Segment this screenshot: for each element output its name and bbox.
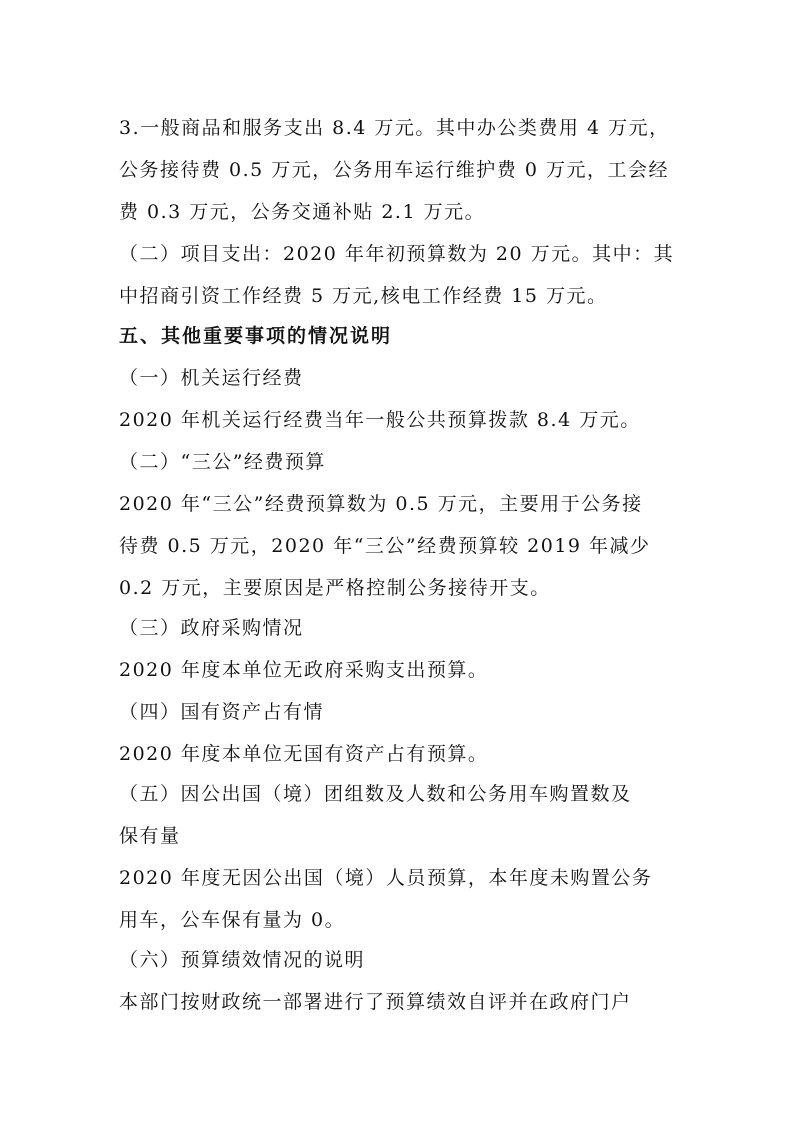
subsection-heading: （三）政府采购情况: [119, 617, 304, 639]
subsection-heading: （二）“三公”经费预算: [119, 451, 326, 473]
body-text-line: 中招商引资工作经费 5 万元,核电工作经费 15 万元。: [119, 285, 608, 307]
subsection-heading: （一）机关运行经费: [119, 367, 304, 389]
subsection-heading: （六）预算绩效情况的说明: [119, 949, 366, 971]
body-text-line: 待费 0.5 万元，2020 年“三公”经费预算较 2019 年减少: [119, 535, 651, 557]
body-text-line: 0.2 万元，主要原因是严格控制公务接待开支。: [119, 577, 551, 599]
body-text-line: 2020 年度本单位无国有资产占有预算。: [119, 743, 489, 765]
body-text-line: 用车，公车保有量为 0。: [119, 909, 346, 931]
body-text-line: 2020 年度无因公出国（境）人员预算，本年度未购置公务: [119, 867, 653, 889]
subsection-heading: （五）因公出国（境）团组数及人数和公务用车购置数及: [119, 783, 632, 805]
body-text-line: 2020 年“三公”经费预算数为 0.5 万元，主要用于公务接: [119, 493, 643, 515]
body-text-line: 公务接待费 0.5 万元，公务用车运行维护费 0 万元，工会经: [119, 159, 669, 181]
body-text-line: 本部门按财政统一部署进行了预算绩效自评并在政府门户: [119, 991, 632, 1013]
subsection-text-line: （二）项目支出：2020 年年初预算数为 20 万元。其中：其: [119, 243, 675, 265]
body-text-line: 费 0.3 万元，公务交通补贴 2.1 万元。: [119, 201, 486, 223]
body-text-line: 3.一般商品和服务支出 8.4 万元。其中办公类费用 4 万元，: [119, 117, 670, 139]
section-heading: 五、其他重要事项的情况说明: [119, 325, 393, 347]
body-text-line: 2020 年机关运行经费当年一般公共预算拨款 8.4 万元。: [119, 409, 641, 431]
body-text-line: 2020 年度本单位无政府采购支出预算。: [119, 659, 489, 681]
subsection-heading: 保有量: [119, 825, 181, 847]
subsection-heading: （四）国有资产占有情: [119, 701, 325, 723]
